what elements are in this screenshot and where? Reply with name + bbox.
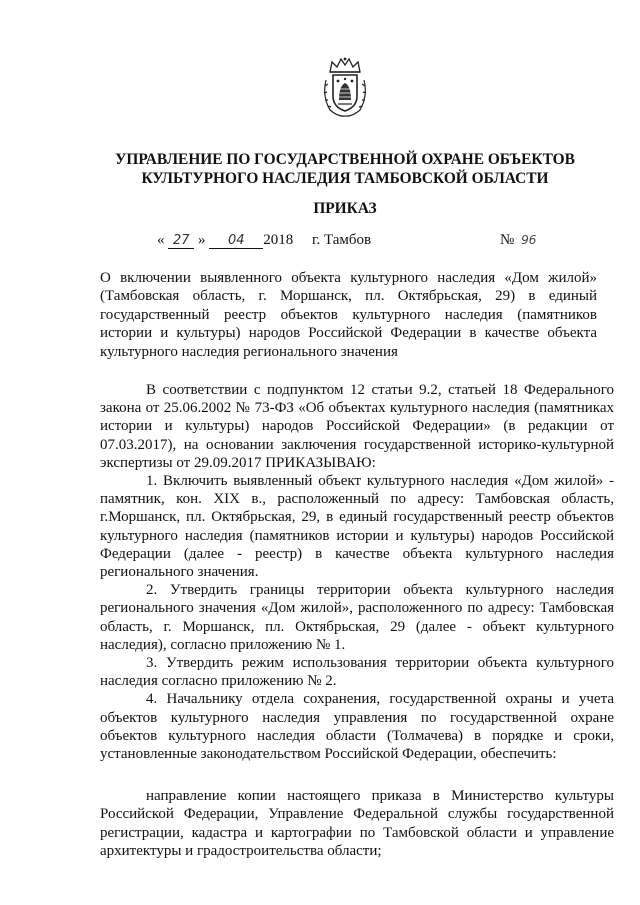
date-day: 27: [168, 233, 194, 249]
order-item-3: 3. Утвердить режим использования территории объекта культурного наследия согласно приложению № 2.: [100, 655, 614, 690]
order-number: [500, 232, 536, 249]
date-month: 04: [209, 233, 263, 249]
order-item-4-subitem: направление копии настоящего приказа в Министерство культуры Российской Федерации, Управление Федеральной службы государственной регистрации, кадастра и картографии по Тамбовской области и управление архитектуры и градостроительства области;: [100, 788, 614, 859]
date-year: 2018: [263, 232, 294, 248]
organization-title-line2: КУЛЬТУРНОГО НАСЛЕДИЯ ТАМБОВСКОЙ ОБЛАСТИ: [141, 170, 549, 187]
order-item-1: 1. Включить выявленный объект культурного наследия «Дом жилой» - памятник, кон. XIX в., расположенный по адресу: Тамбовская область, г.Моршанск, пл. Октябрьская, 29, в единый государственный реестр объектов культурного наследия (памятников истории и культуры) народов Российской Федерации (далее - реестр) в качестве объекта культурного наследия регионального значения.: [100, 473, 614, 581]
order-subject: О включении выявленного объекта культурного наследия «Дом жилой» (Тамбовская область, г. Моршанск, пл. Октябрьская, 29) в единый государственный реестр объектов культурного наследия (памятников истории и культуры) народов Российской Федерации в качестве объекта культурного наследия регионального значения: [100, 270, 597, 360]
order-date: [157, 232, 293, 249]
organization-title-line1: УПРАВЛЕНИЕ ПО ГОСУДАРСТВЕННОЙ ОХРАНЕ ОБЪЕКТОВ: [115, 151, 575, 168]
order-city: г. Тамбов: [312, 232, 372, 248]
order-number-prefix: №: [500, 232, 515, 248]
order-item-2: 2. Утвердить границы территории объекта культурного наследия регионального значения «Дом жилой», расположенного по адресу: Тамбовская область, г. Моршанск, пл. Октябрьская, 29 (далее - объект культурного наследия), согласно приложению № 1.: [100, 582, 614, 653]
order-item-4: 4. Начальнику отдела сохранения, государственной охраны и учета объектов культурного наследия управления по государственной охране объектов культурного наследия области (Толмачева) в порядке и сроки, установленные законодательством Российской Федерации, обеспечить:: [100, 691, 614, 763]
order-body: [100, 381, 614, 860]
date-quote-close: »: [198, 232, 206, 248]
document-type-title: ПРИКАЗ: [313, 200, 377, 217]
organization-title: [100, 150, 590, 188]
tambov-coat-of-arms-icon: [322, 56, 368, 118]
preamble-paragraph: В соответствии с подпунктом 12 статьи 9.2, статьей 18 Федерального закона от 25.06.2002 № 73-ФЗ «Об объектах культурного наследия (памятниках истории и культуры) народов Российской Федерации» (в редакции от 07.03.2017), на основании заключения государственной историко-культурной экспертизы от 29.09.2017 ПРИКАЗЫВАЮ:: [100, 382, 614, 471]
date-quote-open: «: [157, 232, 165, 248]
order-number-value: 96: [521, 233, 537, 247]
